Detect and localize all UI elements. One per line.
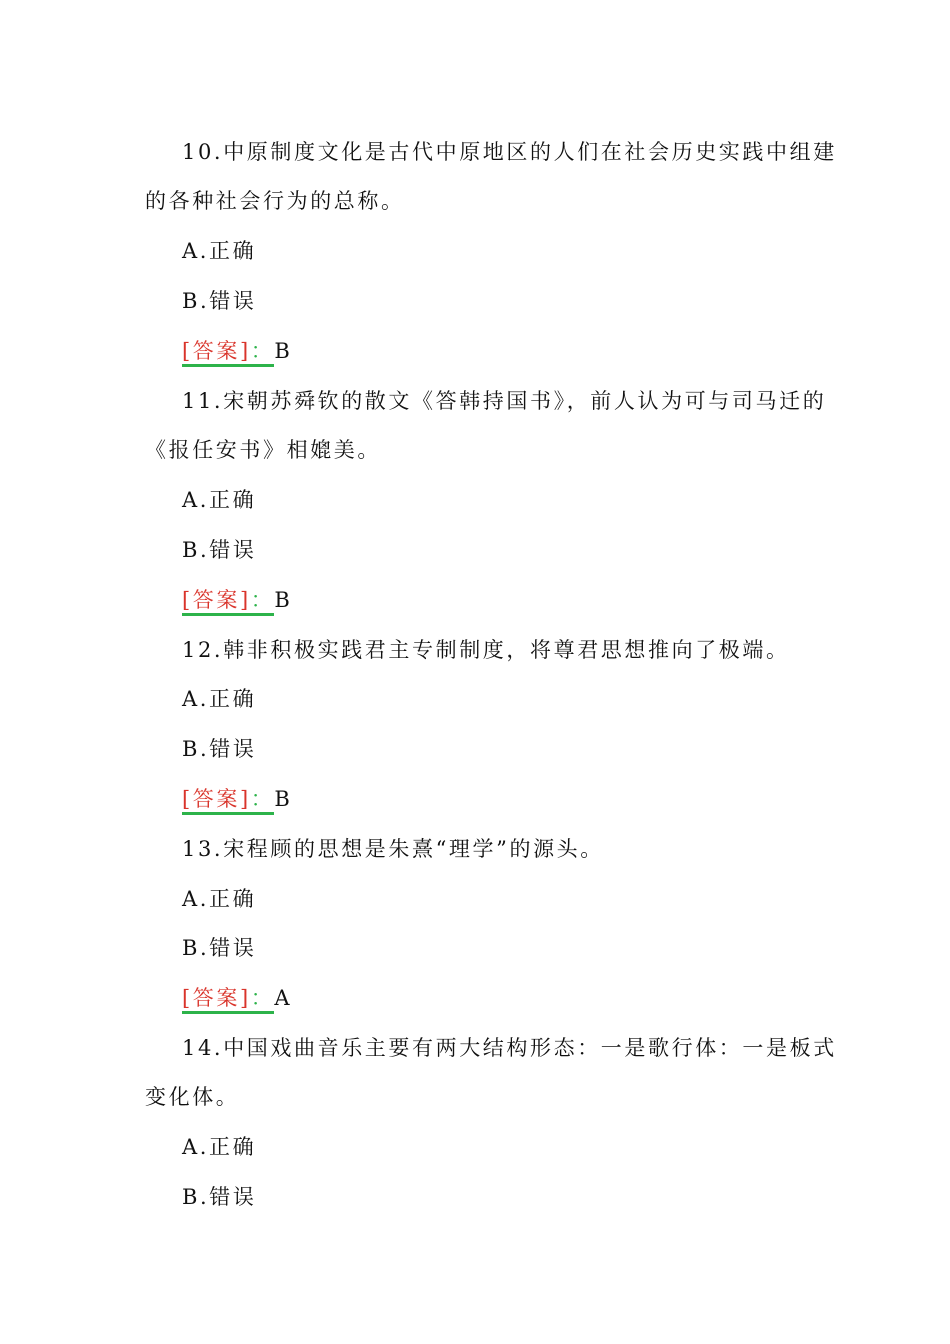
answer-underline <box>182 364 274 367</box>
question-11-text-line-1: 11.宋朝苏舜钦的散文《答韩持国书》，前人认为可与司马迁的 <box>182 389 827 413</box>
question-12-text-line-1: 12.韩非积极实践君主专制制度，将尊君思想推向了极端。 <box>182 638 790 662</box>
question-10-text-line-2: 的各种社会行为的总称。 <box>145 189 405 213</box>
answer-value: B <box>274 588 293 612</box>
question-13-option-a: A.正确 <box>182 887 257 911</box>
question-11-answer <box>182 585 847 615</box>
question-13-option-b: B.错误 <box>182 936 257 960</box>
question-11-option-a: A.正确 <box>182 488 257 512</box>
question-14-text-line-2: 变化体。 <box>145 1085 240 1109</box>
answer-label: [答案]： <box>182 784 274 814</box>
question-11-text-line-2: 《报任安书》相媲美。 <box>145 438 381 462</box>
answer-label: [答案]： <box>182 983 274 1013</box>
question-12-answer <box>182 784 847 814</box>
answer-underline <box>182 1011 274 1014</box>
answer-label: [答案]： <box>182 336 274 366</box>
question-12-option-a: A.正确 <box>182 687 257 711</box>
answer-label: [答案]： <box>182 585 274 615</box>
question-10-option-a: A.正确 <box>182 239 257 263</box>
answer-value: B <box>274 787 293 811</box>
question-13-answer <box>182 983 847 1013</box>
question-13-text-line-1: 13.宋程顾的思想是朱熹“理学”的源头。 <box>182 837 604 861</box>
question-14-text-line-1: 14.中国戏曲音乐主要有两大结构形态：一是歌行体：一是板式 <box>182 1036 837 1060</box>
question-14-option-a: A.正确 <box>182 1135 257 1159</box>
answer-underline <box>182 613 274 616</box>
question-12-option-b: B.错误 <box>182 737 257 761</box>
question-10-option-b: B.错误 <box>182 289 257 313</box>
answer-value: A <box>274 986 293 1010</box>
question-10-answer <box>182 336 847 366</box>
question-14-option-b: B.错误 <box>182 1185 257 1209</box>
answer-value: B <box>274 339 293 363</box>
question-11-option-b: B.错误 <box>182 538 257 562</box>
answer-underline <box>182 812 274 815</box>
question-10-text-line-1: 10.中原制度文化是古代中原地区的人们在社会历史实践中组建 <box>182 140 837 164</box>
